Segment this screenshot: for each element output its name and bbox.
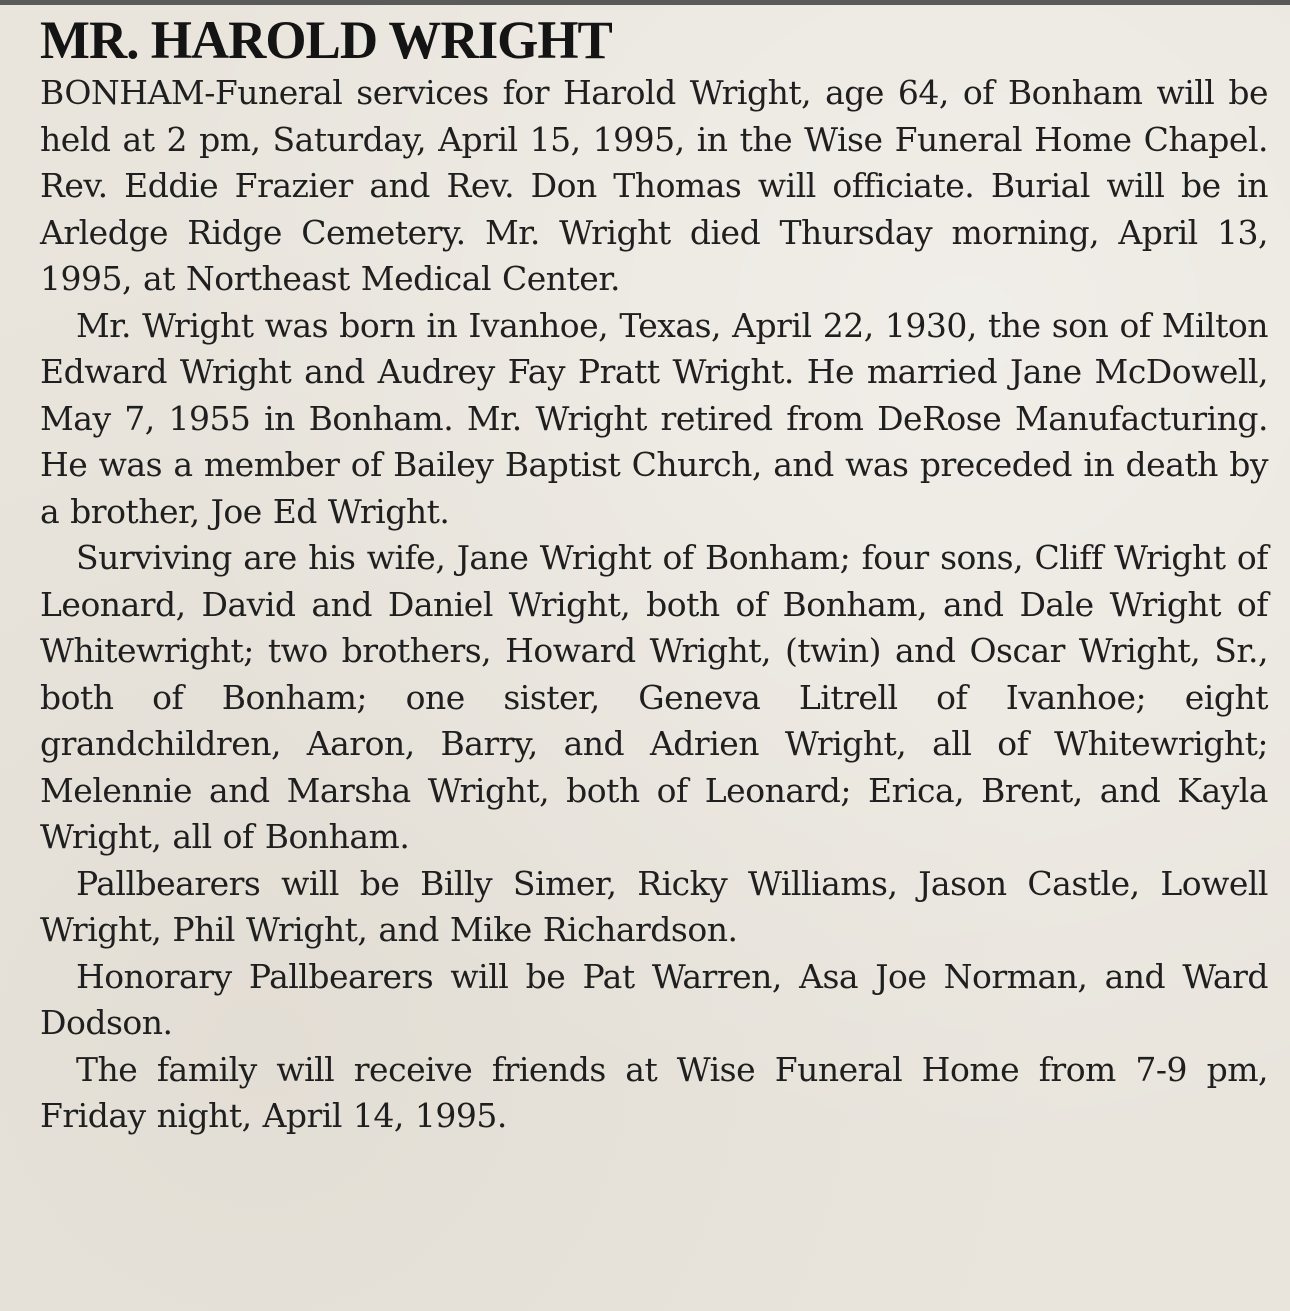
- obituary-paragraph-survivors: Surviving are his wife, Jane Wright of Bonham; four sons, Cliff Wright of Leonard, David and Daniel Wright, both of Bonham, and Dale Wright of Whitewright; two brothers, Howard Wright, (twin) and Oscar Wright, Sr., both of Bonham; one sister, Geneva Litrell of Ivanhoe; eight grandchildren, Aaron, Barry, and Adrien Wright, all of Whitewright; Melennie and Marsha Wright, both of Leonard; Erica, Brent, and Kayla Wright, all of Bonham.: [40, 538, 1268, 856]
- top-border-rule: [0, 0, 1290, 5]
- obituary-paragraph-visitation: The family will receive friends at Wise Funeral Home from 7-9 pm, Friday night, April 14, 1995.: [40, 1049, 1268, 1135]
- obituary-paragraph-biography: Mr. Wright was born in Ivanhoe, Texas, April 22, 1930, the son of Milton Edward Wright and Audrey Fay Pratt Wright. He married Jane McDowell, May 7, 1955 in Bonham. Mr. Wright retired from DeRose Manufacturing. He was a member of Bailey Baptist Church, and was preceded in death by a brother, Joe Ed Wright.: [40, 305, 1268, 531]
- obituary-paragraph-pallbearers: Pallbearers will be Billy Simer, Ricky Williams, Jason Castle, Lowell Wright, Phil Wright, and Mike Richardson.: [40, 863, 1268, 949]
- obituary-paragraph-honorary-pallbearers: Honorary Pallbearers will be Pat Warren, Asa Joe Norman, and Ward Dodson.: [40, 956, 1268, 1042]
- obituary-paragraph-services: BONHAM-Funeral services for Harold Wright, age 64, of Bonham will be held at 2 pm, Saturday, April 15, 1995, in the Wise Funeral Home Chapel. Rev. Eddie Frazier and Rev. Don Thomas will officiate. Burial will be in Arledge Ridge Cemetery. Mr. Wright died Thursday morning, April 13, 1995, at Northeast Medical Center.: [40, 73, 1268, 298]
- obituary-clipping: [40, 10, 1268, 1140]
- obituary-headline: MR. HAROLD WRIGHT: [40, 10, 612, 70]
